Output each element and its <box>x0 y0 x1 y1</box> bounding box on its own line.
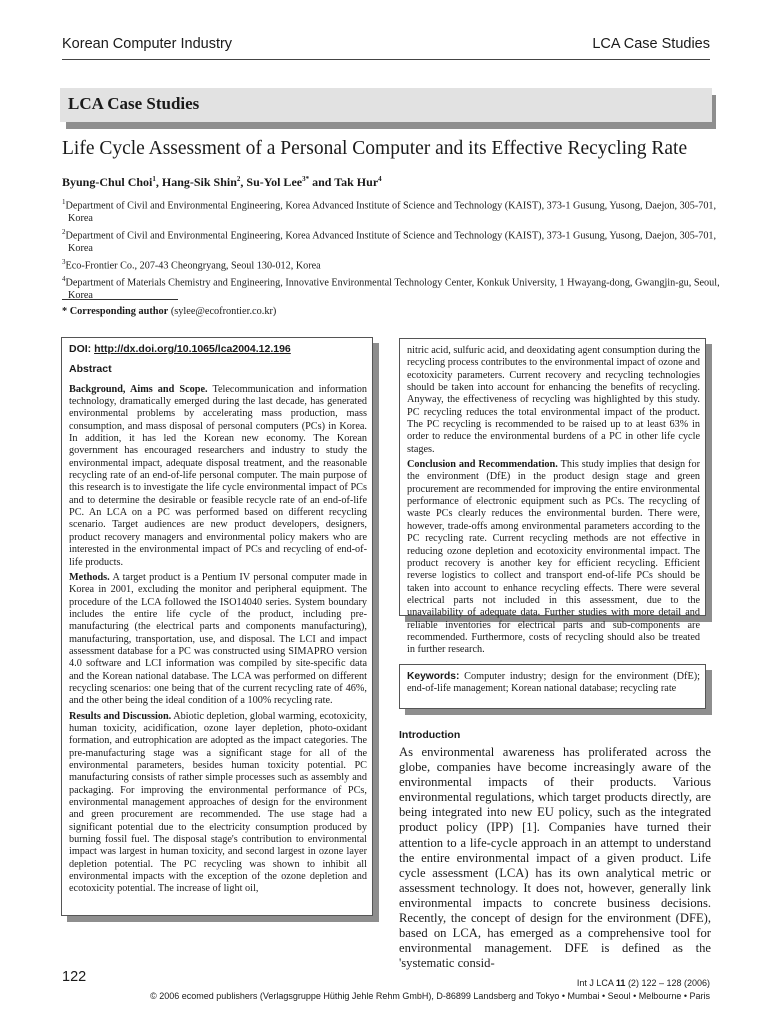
abstract-paragraph <box>69 711 367 896</box>
abstract-paragraph <box>69 572 367 708</box>
affiliation-text: Department of Materials Chemistry and Engineering, Innovative Environmental Technology Center, Konkuk University, 1 Hwayang-dong, Gwangjin-gu, Seoul, Korea <box>65 277 720 301</box>
doi-line <box>69 343 367 355</box>
affiliation-text: Eco-Frontier Co., 207-43 Cheongryang, Seoul 130-012, Korea <box>65 259 321 271</box>
article-title: Life Cycle Assessment of a Personal Computer and its Effective Recycling Rate <box>62 138 688 159</box>
affiliation-number: 4 <box>62 274 66 283</box>
affiliations <box>62 196 722 302</box>
paragraph-lead: Conclusion and Recommendation. <box>407 459 558 471</box>
footnote-rule <box>62 299 178 300</box>
affiliation-number: 2 <box>62 227 66 236</box>
abstract-heading: Abstract <box>69 363 112 376</box>
page-number: 122 <box>62 969 87 985</box>
author-sup: 2 <box>236 175 241 183</box>
paragraph-lead: Results and Discussion. <box>69 710 172 722</box>
affiliation-text: Department of Civil and Environmental Engineering, Korea Advanced Institute of Science and Technology (KAIST), 373-1 Gusung, Yusong, Daejon, 305-701, Korea <box>65 200 717 225</box>
doi-label: DOI: <box>69 343 92 355</box>
author-name: Su-Yol Lee <box>246 175 303 189</box>
continuation-content <box>407 345 700 657</box>
keywords-box <box>399 664 706 709</box>
running-header-right: LCA Case Studies <box>592 36 710 52</box>
abstract-content <box>69 343 367 896</box>
section-banner-title: LCA Case Studies <box>68 94 200 113</box>
paragraph-lead: Background, Aims and Scope. <box>69 383 208 395</box>
paragraph-text: A target product is a Pentium IV personal computer made in Korea in 2001, excluding the monitor and peripheral equipment. The procedure of the LCA followed the ISO14040 series. System boundary includes the entire life cycle of the product, including pre-manufacturing (the electrical parts and components manufacturing), manufacturing, transportation, use, and disposal. The LCI and impact assessment database for a PC was constructed using SIMAPRO version 4.0 software and LCI information was compiled by site-specific data and the Korean national database. The LCA was performed on different recycling scenarios: one being that of the current recycling rate of 46%, and the other being the ideal condition of a 100% recycling rate. <box>69 571 367 707</box>
author-separator: and <box>309 175 335 189</box>
author-name: Tak Hur <box>334 175 379 189</box>
abstract-paragraph <box>69 384 367 569</box>
introduction-text: As environmental awareness has proliferated across the globe, companies have become increasingly aware of the environmental impacts of their products. Various environmental regulations, which target products directly, are being integrated into new EU policy, such as the integrated product policy (IPP) [1]. Companies have turned their attention to a life-cycle approach in an attempt to understand the entire environmental impact of a given product. Life cycle assessment (LCA) has its own analytical metric or assessment technology. It does not, however, generally link environmental impacts to concrete business decisions. Recently, the concept of design for the environment (DFE), based on LCA, has emerged as a comprehensive tool for environmental management. DFE is defined as the 'systematic consid- <box>399 745 711 971</box>
journal-volume: 11 <box>615 978 626 988</box>
abstract-paragraph <box>407 459 700 657</box>
corresponding-label: * Corresponding author <box>62 306 169 317</box>
section-banner <box>60 88 712 122</box>
affiliation <box>62 196 722 226</box>
author-sup: 4 <box>378 175 382 183</box>
paragraph-lead: Methods. <box>69 571 110 583</box>
author-name: Hang-Sik Shin <box>161 175 237 189</box>
affiliation-number: 3 <box>62 257 66 266</box>
doi-link[interactable]: http://dx.doi.org/10.1065/lca2004.12.196 <box>94 343 291 355</box>
paragraph-text: Telecommunication and information technology, dramatically emerged during the last decade, has generated environmental problems by accelerating mass production, mass consumption, and mass disposal of personal computers (PCs) in Korea. In addition, it has led the Korean new economy. The Korean government has encouraged researchers and industry to study the environmental impact, adequate disposal treatment, and the reasonable recycling rate of an end-of-life personal computer. The main purpose of this research is to investigate the life cycle environmental impact of PCs and to determine the desirable or feasible recycle rate of an end-of-life PC. An LCA on a PC was performed based on different recycling scenario. Target audiences are new product developers, designers, product recovery managers and environmental policy makers who are interested in the environmental impact of PCs and recycling of end-of-life products. <box>69 383 367 568</box>
journal-suffix: (2) 122 – 128 (2006) <box>625 978 710 988</box>
author-sup: 1 <box>152 175 156 183</box>
author-list <box>62 175 382 190</box>
affiliation-number: 1 <box>62 198 66 206</box>
running-header-left: Korean Computer Industry <box>62 36 233 52</box>
keywords-label: Keywords: <box>407 671 460 682</box>
author-name: Byung-Chul Choi <box>62 175 153 189</box>
affiliation <box>62 273 722 303</box>
journal-citation <box>577 978 710 988</box>
keywords <box>407 671 700 696</box>
author-separator: , <box>240 175 247 189</box>
abstract-box <box>61 337 373 916</box>
author-sup: 3* <box>302 175 310 183</box>
affiliation <box>62 256 722 273</box>
abstract-paragraph: nitric acid, sulfuric acid, and deoxidating agent consumption during the recycling process contributes to the environmental impact of ozone and ecotoxicity parameters. Current recovery and recycling technologies should be taken into account for enhancing the benefits of recycling. Anyway, the effectiveness of recycling was highlighted by this study. PC recycling reduces the total environmental impact of the product. The PC recycling is recommended to be raised up to at least 63% in order to reduce the environmental burdens of a PC in other life cycle stages. <box>407 345 700 455</box>
affiliation-text: Department of Civil and Environmental Engineering, Korea Advanced Institute of Science and Technology (KAIST), 373-1 Gusung, Yusong, Daejon, 305-701, Korea <box>65 230 717 254</box>
corresponding-email[interactable]: (sylee@ecofrontier.co.kr) <box>170 306 277 317</box>
corresponding-author <box>62 306 276 317</box>
introduction-heading: Introduction <box>399 729 461 741</box>
abstract-continuation-box <box>399 338 706 656</box>
author-separator: , <box>155 175 162 189</box>
journal-prefix: Int J LCA <box>576 978 616 988</box>
header-rule <box>62 59 710 60</box>
paragraph-text: This study implies that design for the environment (DfE) in the product design stage and green procurement are recommended for improving the entire environmental performance of electronic equipment such as PCs. The recycling of waste PCs clearly reduces the environmental burden. There were, however, trade-offs among environmental parameters according to the PC recycling rate. Current recycling methods are not effective in reducing ozone depletion and ecotoxicity environmental impact. The product recovery is another key for efficient recycling. Efficient reverse logistics to collect and transport end-of-life PCs should be taken into account to enhance recycling effects. There were several electrical parts not included in this assessment, due to the unavailability of adequate data. Further studies with more detail and reliable inventories for electrical parts and sub-components are recommended. Furthermore, costs of recycling should also be treated in further research. <box>407 459 700 656</box>
copyright-line: © 2006 ecomed publishers (Verlagsgruppe Hüthig Jehle Rehm GmbH), D-86899 Landsberg and Tokyo • Mumbai • Seoul • Melbourne • Paris <box>150 991 710 1001</box>
keywords-text: Computer industry; design for the environment (DfE); end-of-life management; Korean national database; recycling rate <box>407 671 700 695</box>
affiliation <box>62 226 722 256</box>
paragraph-text: Abiotic depletion, global warming, ecotoxicity, human toxicity, acidification, ozone layer depletion, photo-oxidant formation, and eutrophication are adopted as the impact categories. The pre-manufacturing stage was a significant stage for all of the environmental parameters, besides human toxicity potential. PC manufacturing consists of rather simple processes such as assembly and packaging. For improving the environmental performance of PCs, environmental management approaches of design for the environment and green procurement are recommended. The use stage had a significant potential due to the electricity consumption produced by burning fossil fuel. The disposal stage's contribution to environmental impact was largest in human toxicity, and second largest in ozone layer depletion potential. The PC recycling was shown to inhibit all environmental impacts with the exception of the ozone depletion and ecotoxicity potential. The increase of light oil, <box>69 710 368 895</box>
